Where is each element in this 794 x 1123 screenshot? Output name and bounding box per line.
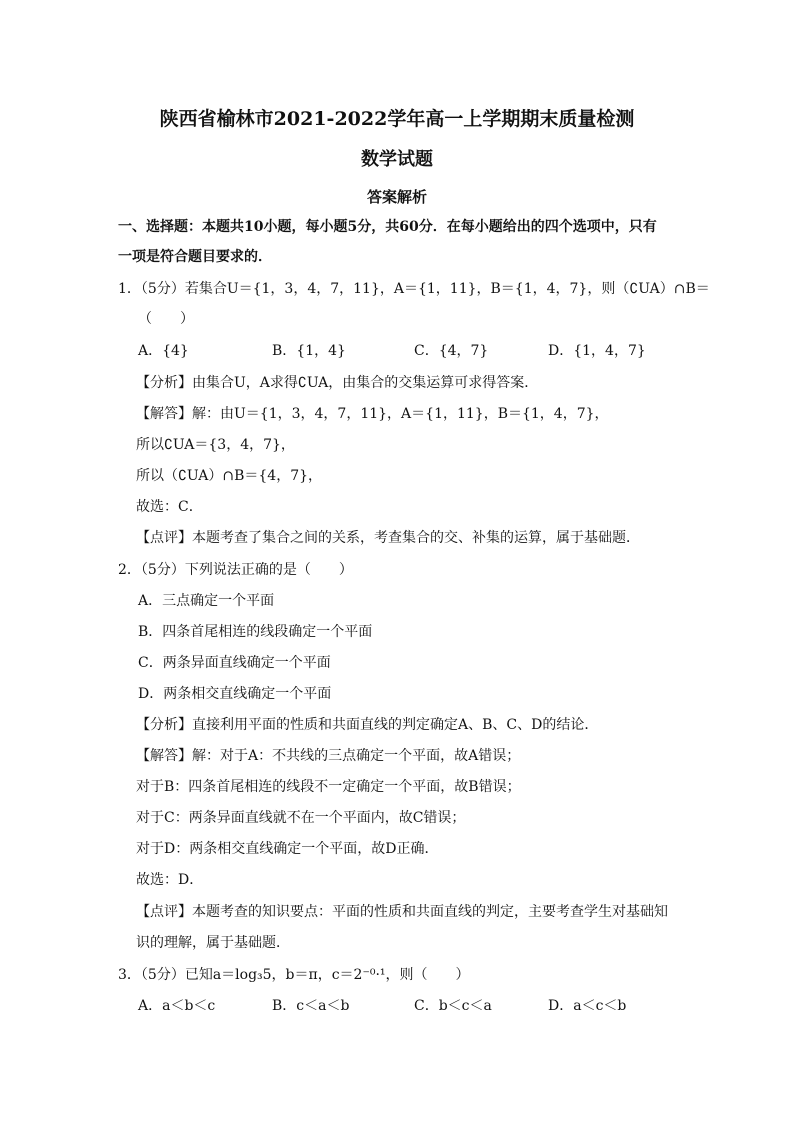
q2-option-c: C．两条异面直线确定一个平面 [138,655,331,671]
q2-stem: 2．（5分）下列说法正确的是（ ） [118,562,353,578]
q2-solution-line2: 对于B：四条首尾相连的线段不一定确定一个平面，故B错误； [136,779,521,795]
q1-comment: 【点评】本题考查了集合之间的关系，考查集合的交、补集的运算，属于基础题． [136,530,640,546]
q2-option-a: A．三点确定一个平面 [138,593,275,609]
q2-option-b: B．四条首尾相连的线段确定一个平面 [138,624,373,640]
q1-analysis: 【分析】由集合U，A求得∁UA，由集合的交集运算可求得答案． [136,375,539,391]
q1-solution-line2: 所以∁UA＝{3，4，7}， [136,437,295,453]
q3-option-a: A．a＜b＜c [138,998,216,1014]
q3-option-b: B．c＜a＜b [272,998,350,1014]
q1-option-d: D．{1，4，7} [548,343,646,359]
q2-option-d: D．两条相交直线确定一个平面 [138,686,332,702]
q1-option-c: C．{4，7} [414,343,489,359]
q1-stem-line1: 1．（5分）若集合U＝{1，3，4，7，11}，A＝{1，11}，B＝{1，4，7}，则（∁UA）∩B＝ [118,281,710,297]
section-instructions-line1: 一、选择题：本题共10小题，每小题5分，共60分．在每小题给出的四个选项中，只有 [118,219,657,235]
section-instructions-line2: 一项是符合题目要求的． [118,249,272,265]
q2-solution-line1: 【解答】解：对于A：不共线的三点确定一个平面，故A错误； [136,748,521,764]
q2-solution-line3: 对于C：两条异面直线就不在一个平面内，故C错误； [136,810,466,826]
q1-option-b: B．{1，4} [272,343,346,359]
q1-option-a: A．{4} [138,343,189,359]
q2-comment-line2: 识的理解，属于基础题． [136,935,290,951]
q1-stem-line2: （ ） [138,311,194,327]
q1-solution-line1: 【解答】解：由U＝{1，3，4，7，11}，A＝{1，11}，B＝{1，4，7}， [136,406,609,422]
q2-comment-line1: 【点评】本题考查的知识要点：平面的性质和共面直线的判定，主要考查学生对基础知 [136,904,668,920]
document-title: 陕西省榆林市2021-2022学年高一上学期期末质量检测 [159,108,635,130]
q2-solution-line5: 故选：D． [136,872,204,888]
document-subtitle: 数学试题 [361,149,433,170]
q1-solution-line3: 所以（∁UA）∩B＝{4，7}， [136,468,323,484]
q3-stem: 3．（5分）已知a＝log₃5，b＝π，c＝2⁻⁰·¹，则（ ） [118,967,470,983]
answer-heading: 答案解析 [366,188,427,206]
q2-solution-line4: 对于D：两条相交直线确定一个平面，故D正确． [136,841,439,857]
q2-analysis: 【分析】直接利用平面的性质和共面直线的判定确定A、B、C、D的结论． [136,717,599,733]
q3-option-c: C．b＜c＜a [414,998,492,1014]
q3-option-d: D．a＜c＜b [548,998,627,1014]
q1-solution-line4: 故选：C． [136,499,203,515]
